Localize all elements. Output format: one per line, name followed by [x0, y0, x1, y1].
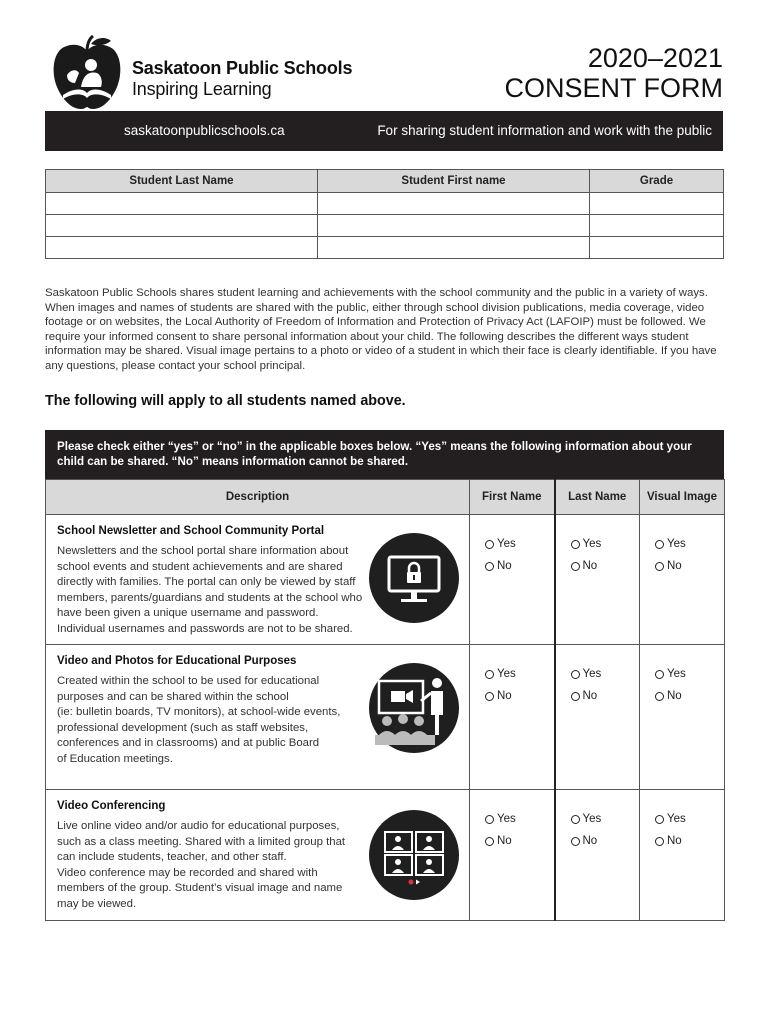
yes-label: Yes: [667, 538, 686, 550]
visual-image-yes-option[interactable]: [655, 663, 724, 685]
first-name-no-option[interactable]: [485, 830, 554, 852]
first-name-field[interactable]: [318, 215, 590, 237]
radio-circle-icon[interactable]: [485, 562, 494, 571]
first-name-yes-option[interactable]: [485, 808, 554, 830]
last-name-yes-option[interactable]: [571, 533, 640, 555]
video-conference-icon: [369, 810, 459, 905]
consent-instructions: Please check either “yes” or “no” in the applicable boxes below. “Yes” means the following information about your child can be shared. “No” means information cannot be shared.: [45, 430, 724, 479]
consent-item-title: Video Conferencing: [57, 800, 166, 812]
student-row: [46, 237, 724, 259]
radio-circle-icon[interactable]: [571, 670, 580, 679]
organization-name: Saskatoon Public Schools: [132, 58, 353, 78]
radio-circle-icon[interactable]: [571, 815, 580, 824]
yes-label: Yes: [582, 538, 602, 550]
consent-item-line: professional development (such as staff websites,: [57, 721, 309, 734]
yes-label: Yes: [667, 668, 686, 680]
visual-image-cell: [640, 645, 725, 790]
radio-circle-icon[interactable]: [571, 562, 580, 571]
yes-label: Yes: [582, 668, 602, 680]
no-label: No: [497, 835, 512, 847]
col-visual-image: Visual Image: [640, 480, 725, 515]
consent-item-line: Newsletters and the school portal share information about: [57, 545, 349, 557]
visual-image-cell: [640, 790, 725, 921]
last-name-field[interactable]: [46, 237, 318, 259]
consent-item-line: (ie: bulletin boards, TV monitors), at school-wide events,: [57, 706, 341, 719]
consent-item-title: Video and Photos for Educational Purposes: [57, 655, 297, 667]
first-name-no-option[interactable]: [485, 555, 554, 577]
grade-field[interactable]: [590, 193, 724, 215]
consent-item-title: School Newsletter and School Community Portal: [57, 525, 325, 537]
organization-tagline: Inspiring Learning: [132, 79, 272, 99]
consent-item-line: have been given a unique username and password.: [57, 607, 319, 620]
col-last-name: Student Last Name: [46, 170, 318, 193]
no-label: No: [582, 835, 598, 847]
radio-circle-icon[interactable]: [655, 837, 664, 846]
grade-field[interactable]: [590, 215, 724, 237]
radio-circle-icon[interactable]: [655, 540, 664, 549]
no-label: No: [497, 560, 512, 572]
student-table-header: [46, 170, 724, 193]
last-name-no-option[interactable]: [571, 830, 640, 852]
radio-circle-icon[interactable]: [571, 692, 580, 701]
last-name-field[interactable]: [46, 215, 318, 237]
visual-image-yes-option[interactable]: [655, 808, 724, 830]
purpose-text: For sharing student information and work with the public: [377, 123, 712, 138]
last-name-cell: [555, 645, 640, 790]
col-description: Description: [46, 480, 470, 515]
consent-item-line: Video conference may be recorded and shared with: [57, 866, 318, 879]
consent-section: [45, 430, 724, 921]
student-row: [46, 193, 724, 215]
first-name-yes-option[interactable]: [485, 533, 554, 555]
radio-circle-icon[interactable]: [485, 670, 494, 679]
consent-item-line: Individual usernames and passwords are not to be shared.: [57, 622, 353, 635]
visual-image-yes-option[interactable]: [655, 533, 724, 555]
radio-circle-icon[interactable]: [655, 692, 664, 701]
visual-image-no-option[interactable]: [655, 555, 724, 577]
col-last-name: Last Name: [555, 480, 640, 515]
consent-item-line: can include students, teacher, and other staff.: [57, 851, 287, 864]
header-banner: [45, 111, 723, 151]
organization-block: [132, 58, 352, 100]
last-name-cell: [555, 790, 640, 921]
radio-circle-icon[interactable]: [485, 692, 494, 701]
yes-label: Yes: [497, 813, 516, 825]
last-name-yes-option[interactable]: [571, 808, 640, 830]
first-name-cell: [470, 645, 555, 790]
no-label: No: [582, 560, 598, 572]
no-label: No: [667, 690, 682, 702]
first-name-no-option[interactable]: [485, 685, 554, 707]
apple-logo-icon: [51, 35, 123, 111]
first-name-yes-option[interactable]: [485, 663, 554, 685]
visual-image-no-option[interactable]: [655, 685, 724, 707]
consent-description: [46, 645, 470, 790]
radio-circle-icon[interactable]: [571, 837, 580, 846]
visual-image-no-option[interactable]: [655, 830, 724, 852]
consent-item-line: may be viewed.: [57, 897, 137, 910]
first-name-cell: [470, 790, 555, 921]
radio-circle-icon[interactable]: [485, 837, 494, 846]
student-row: [46, 215, 724, 237]
consent-item-line: conferences and in classrooms) and at public Board: [57, 737, 320, 750]
last-name-field[interactable]: [46, 193, 318, 215]
website-text: saskatoonpublicschools.ca: [124, 123, 285, 138]
consent-item-line: members, parents/guardians and students at the school who: [57, 591, 363, 604]
applies-note: The following will apply to all students named above.: [45, 393, 406, 409]
radio-circle-icon[interactable]: [655, 815, 664, 824]
consent-item-line: directly with families. The portal can only be viewed by staff: [57, 576, 356, 589]
intro-paragraph: Saskatoon Public Schools shares student learning and achievements with the school community and the public in a variety of ways. When images and names of students are shared with the public, either through school division publications, media coverage, video footage or on websites, the Local Authority of Freedom of Information and Protection of Privacy Act (LAFOIP) must be followed. We require your informed consent to share personal information about your child. The following describes the different ways student information may be shared. Visual image pertains to a photo or video of a student in which their face is clearly identifiable. If you have any questions, please contact your school principal.: [45, 287, 717, 372]
consent-item-line: Live online video and/or audio for educational purposes,: [57, 820, 340, 832]
student-info-table: [45, 169, 724, 259]
grade-field[interactable]: [590, 237, 724, 259]
first-name-field[interactable]: [318, 193, 590, 215]
consent-item-line: Created within the school to be used for educational: [57, 675, 320, 687]
form-title: CONSENT FORM: [504, 73, 723, 103]
no-label: No: [667, 560, 682, 572]
monitor-lock-icon: [369, 533, 459, 628]
visual-image-cell: [640, 515, 725, 645]
consent-item-line: such as a class meeting. Shared with a limited group that: [57, 835, 346, 848]
consent-item-line: school events and student achievements and are shared: [57, 560, 343, 573]
col-grade: Grade: [590, 170, 724, 193]
consent-item-line: members of the group. Student’s visual image and name: [57, 882, 343, 895]
last-name-no-option[interactable]: [571, 685, 640, 707]
yes-label: Yes: [667, 813, 686, 825]
radio-circle-icon[interactable]: [655, 562, 664, 571]
no-label: No: [497, 690, 512, 702]
consent-row: [46, 790, 725, 921]
consent-row: [46, 645, 725, 790]
form-title-block: [504, 43, 723, 103]
consent-item-line: purposes and can be shared within the school: [57, 690, 289, 703]
last-name-yes-option[interactable]: [571, 663, 640, 685]
radio-circle-icon[interactable]: [485, 540, 494, 549]
consent-options-table: [45, 479, 725, 921]
yes-label: Yes: [582, 813, 602, 825]
form-year: 2020–2021: [587, 43, 723, 73]
first-name-field[interactable]: [318, 237, 590, 259]
radio-circle-icon[interactable]: [655, 670, 664, 679]
consent-description: [46, 515, 470, 645]
consent-table-header: [46, 480, 725, 515]
radio-circle-icon[interactable]: [571, 540, 580, 549]
col-first-name: First Name: [470, 480, 555, 515]
col-first-name: Student First name: [318, 170, 590, 193]
page-header: [45, 30, 723, 110]
presentation-icon: [369, 663, 459, 758]
yes-label: Yes: [497, 668, 516, 680]
no-label: No: [667, 835, 682, 847]
last-name-cell: [555, 515, 640, 645]
consent-item-line: of Education meetings.: [57, 752, 173, 765]
yes-label: Yes: [497, 538, 516, 550]
consent-row: [46, 515, 725, 645]
first-name-cell: [470, 515, 555, 645]
consent-description: [46, 790, 470, 921]
no-label: No: [582, 690, 598, 702]
radio-circle-icon[interactable]: [485, 815, 494, 824]
last-name-no-option[interactable]: [571, 555, 640, 577]
